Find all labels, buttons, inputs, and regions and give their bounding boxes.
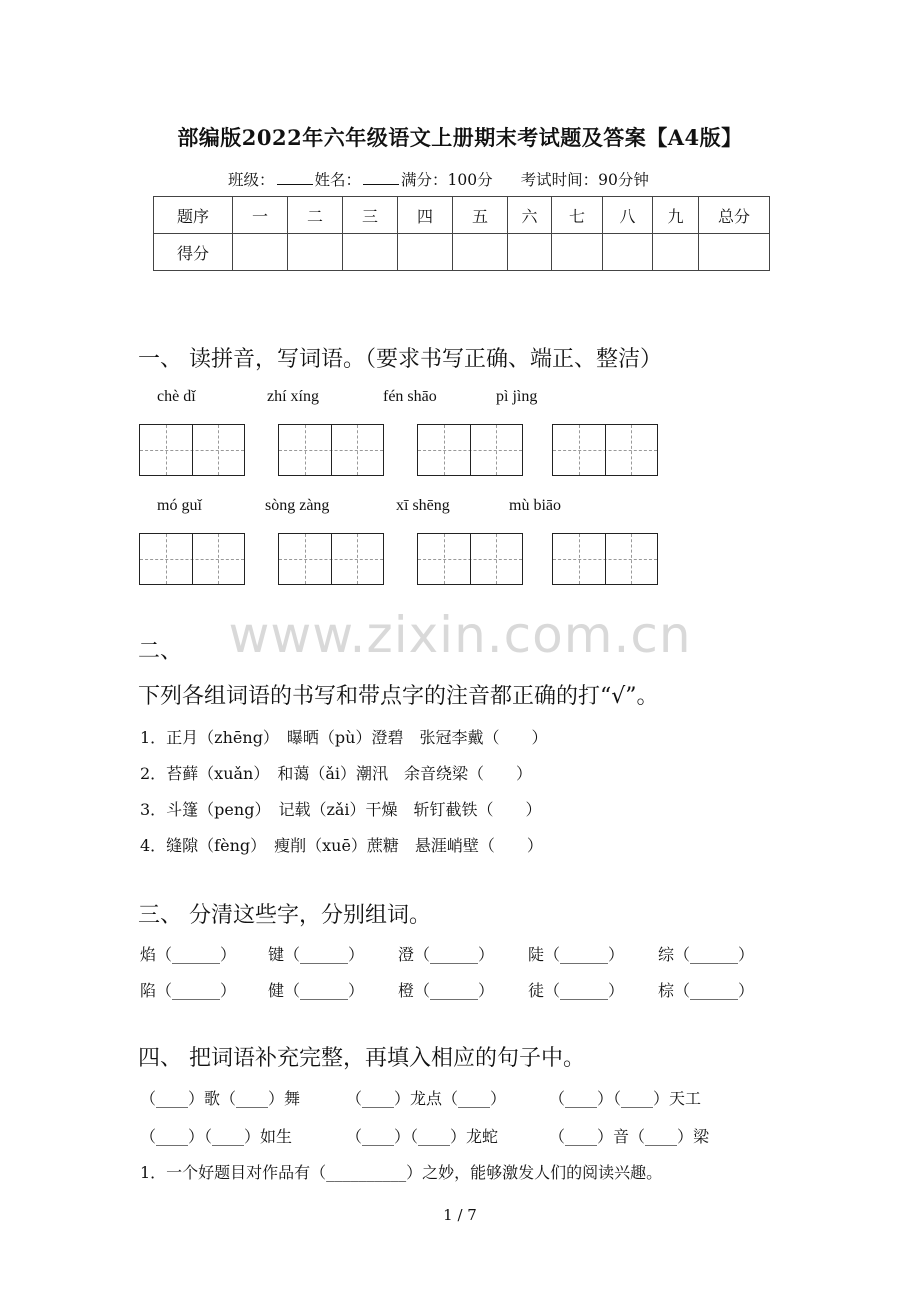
pinyin-label: fén shāo	[383, 388, 437, 405]
writing-grid[interactable]	[278, 533, 384, 585]
writing-grid[interactable]	[552, 424, 658, 476]
word-pair[interactable]: 徒（______）	[528, 981, 625, 1000]
score-table	[153, 196, 770, 271]
writing-grid[interactable]	[417, 424, 523, 476]
page-number: 1 / 7	[443, 1206, 477, 1224]
choice-item: 4．缝隙（fèng） 瘦削（xuē）蔗糖 悬涯峭壁（ ）	[140, 836, 543, 855]
writing-grid[interactable]	[278, 424, 384, 476]
section3-heading: 三、 分清这些字，分别组词。	[138, 903, 431, 928]
pinyin-label: mó guǐ	[157, 497, 202, 514]
score-cell[interactable]	[603, 234, 653, 271]
section2-heading: 二、	[138, 639, 183, 664]
score-table-score-row	[154, 234, 770, 271]
score-cell[interactable]	[398, 234, 453, 271]
pinyin-label: xī shēng	[396, 497, 450, 514]
score-cell[interactable]	[508, 234, 552, 271]
header-cell: 八	[603, 197, 653, 234]
score-cell[interactable]	[699, 234, 770, 271]
pinyin-label: mù biāo	[509, 497, 561, 514]
writing-grid[interactable]	[139, 533, 245, 585]
score-cell[interactable]	[453, 234, 508, 271]
idiom-blank[interactable]: （____）音（____）梁	[549, 1127, 710, 1146]
score-row-label: 得分	[154, 234, 233, 271]
word-pair[interactable]: 棕（______）	[658, 981, 755, 1000]
idiom-blank[interactable]: （____）（____）龙蛇	[346, 1127, 499, 1146]
score-cell[interactable]	[288, 234, 343, 271]
page-title: 部编版2022年六年级语文上册期末考试题及答案【A4版】	[177, 125, 743, 150]
exam-time: 考试时间：90分钟	[520, 171, 649, 189]
score-cell[interactable]	[653, 234, 699, 271]
header-cell: 一	[233, 197, 288, 234]
score-cell[interactable]	[343, 234, 398, 271]
header-cell: 五	[453, 197, 508, 234]
choice-item: 2．苔藓（xuǎn） 和蔼（ǎi）潮汛 余音绕梁（ ）	[140, 764, 533, 783]
word-pair[interactable]: 键（______）	[268, 945, 365, 964]
name-blank[interactable]	[363, 170, 399, 185]
word-pair[interactable]: 健（______）	[268, 981, 365, 1000]
header-cell: 三	[343, 197, 398, 234]
header-cell: 二	[288, 197, 343, 234]
word-pair[interactable]: 陷（______）	[140, 981, 237, 1000]
fill-sentence: 1．一个好题目对作品有（__________）之妙，能够激发人们的阅读兴趣。	[140, 1163, 663, 1182]
score-table-header-row	[154, 197, 770, 234]
score-cell[interactable]	[233, 234, 288, 271]
writing-grid[interactable]	[552, 533, 658, 585]
header-cell: 四	[398, 197, 453, 234]
word-pair[interactable]: 橙（______）	[398, 981, 495, 1000]
score-cell[interactable]	[552, 234, 603, 271]
section4-heading: 四、 把词语补充完整，再填入相应的句子中。	[138, 1046, 585, 1071]
header-cell: 九	[653, 197, 699, 234]
pinyin-label: sòng zàng	[265, 497, 330, 514]
header-cell: 题序	[154, 197, 233, 234]
header-cell: 七	[552, 197, 603, 234]
choice-item: 1．正月（zhēng） 曝晒（pù）澄碧 张冠李戴（ ）	[140, 728, 548, 747]
word-pair[interactable]: 焰（______）	[140, 945, 237, 964]
pinyin-label: pì jìng	[496, 388, 538, 405]
header-cell: 六	[508, 197, 552, 234]
word-pair[interactable]: 澄（______）	[398, 945, 495, 964]
writing-grid[interactable]	[139, 424, 245, 476]
word-pair[interactable]: 陡（______）	[528, 945, 625, 964]
pinyin-label: zhí xíng	[267, 388, 319, 405]
choice-item: 3．斗篷（peng） 记载（zǎi）干燥 斩钉截铁（ ）	[140, 800, 542, 819]
idiom-blank[interactable]: （____）龙点（____）	[346, 1089, 507, 1108]
idiom-blank[interactable]: （____）（____）天工	[549, 1089, 702, 1108]
section2-instruction: 下列各组词语的书写和带点字的注音都正确的打“√”。	[138, 684, 659, 709]
exam-info	[228, 168, 649, 190]
watermark: www.zixin.com.cn	[228, 606, 692, 664]
word-pair[interactable]: 综（______）	[658, 945, 755, 964]
pinyin-label: chè dǐ	[157, 388, 196, 405]
idiom-blank[interactable]: （____）（____）如生	[140, 1127, 293, 1146]
section1-heading: 一、 读拼音，写词语。（要求书写正确、端正、整洁）	[138, 347, 662, 372]
name-label: 姓名：	[314, 171, 362, 189]
header-cell: 总分	[699, 197, 770, 234]
class-blank[interactable]	[277, 170, 313, 185]
writing-grid[interactable]	[417, 533, 523, 585]
class-label: 班级：	[228, 171, 275, 189]
idiom-blank[interactable]: （____）歌（____）舞	[140, 1089, 301, 1108]
full-score: 满分：100分	[401, 171, 493, 189]
